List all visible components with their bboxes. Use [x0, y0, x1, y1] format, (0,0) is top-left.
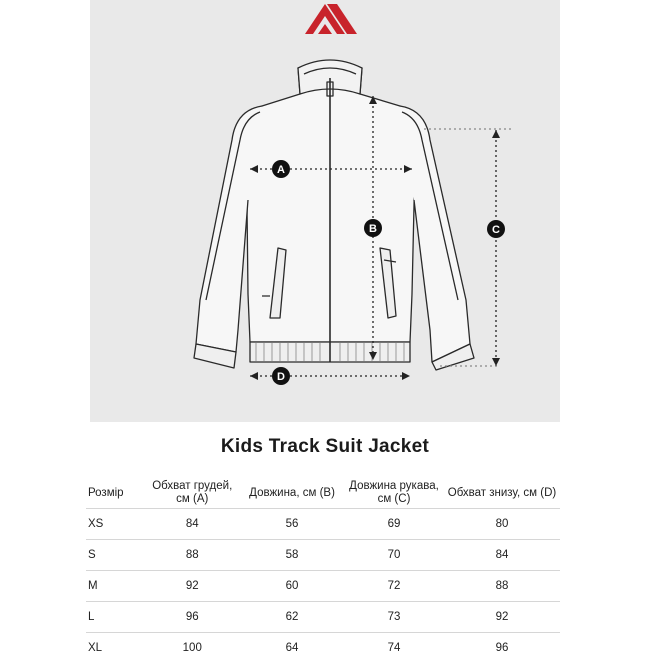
cell-length: 60	[240, 571, 344, 602]
cell-size: XL	[86, 633, 144, 663]
cell-chest: 100	[144, 633, 240, 663]
cell-hem: 88	[444, 571, 560, 602]
svg-text:A: A	[277, 164, 285, 176]
label-d	[272, 367, 290, 385]
table-row	[86, 633, 560, 663]
cell-sleeve: 70	[344, 540, 444, 571]
jacket-outline	[194, 60, 474, 370]
cell-sleeve: 73	[344, 602, 444, 633]
table-header-row	[86, 478, 560, 509]
brand-logo	[305, 4, 357, 34]
header-size: Розмір	[86, 478, 144, 509]
cell-length: 64	[240, 633, 344, 663]
table-row	[86, 540, 560, 571]
label-b	[364, 219, 382, 237]
cell-chest: 88	[144, 540, 240, 571]
cell-hem: 84	[444, 540, 560, 571]
label-c	[487, 220, 505, 238]
cell-size: L	[86, 602, 144, 633]
cell-sleeve: 69	[344, 509, 444, 540]
header-sleeve: Довжина рукава, см (C)	[344, 478, 444, 509]
cell-chest: 92	[144, 571, 240, 602]
cell-length: 56	[240, 509, 344, 540]
svg-text:C: C	[492, 224, 500, 236]
cell-size: XS	[86, 509, 144, 540]
cell-chest: 96	[144, 602, 240, 633]
label-a	[272, 160, 290, 178]
cell-hem: 96	[444, 633, 560, 663]
cell-sleeve: 72	[344, 571, 444, 602]
cell-size: S	[86, 540, 144, 571]
header-chest: Обхват грудей, см (A)	[144, 478, 240, 509]
size-table	[86, 478, 560, 663]
header-length: Довжина, см (B)	[240, 478, 344, 509]
table-row	[86, 509, 560, 540]
table-row	[86, 571, 560, 602]
cell-size: M	[86, 571, 144, 602]
svg-text:B: B	[369, 223, 377, 235]
svg-text:D: D	[277, 371, 285, 383]
page-title: Kids Track Suit Jacket	[0, 436, 650, 458]
table-row	[86, 602, 560, 633]
cell-hem: 80	[444, 509, 560, 540]
cell-hem: 92	[444, 602, 560, 633]
cell-sleeve: 74	[344, 633, 444, 663]
cell-length: 62	[240, 602, 344, 633]
cell-length: 58	[240, 540, 344, 571]
header-hem: Обхват знизу, см (D)	[444, 478, 560, 509]
cell-chest: 84	[144, 509, 240, 540]
